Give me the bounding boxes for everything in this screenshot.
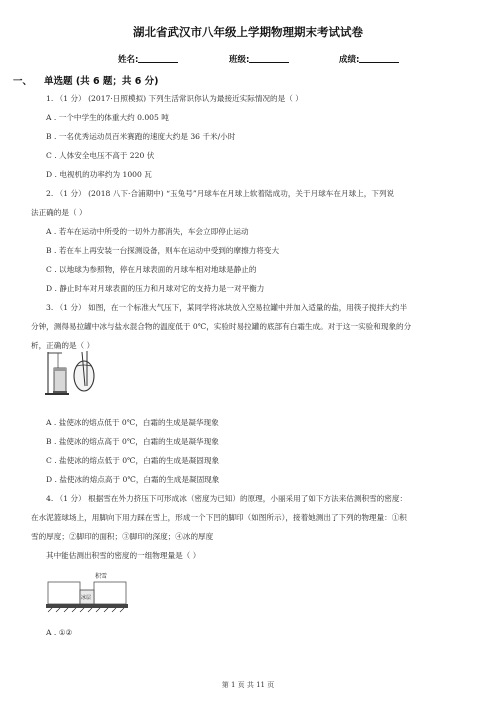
section-heading [13,73,158,87]
question-1-option-c: C . 人体安全电压不高于 220 伏 [46,151,155,160]
question-1-stem: 1. （1 分） (2017·日照模拟) 下列生活常识你认为最接近实际情况的是（ ） [46,94,303,103]
question-4-option-a: A . ①② [46,628,73,637]
question-3-option-b: B . 盐使冰的熔点高于 0℃，白霜的生成是凝华现象 [46,437,219,446]
ice-label: 冰层 [81,595,92,601]
question-3-option-a: A . 盐使冰的熔点低于 0℃，白霜的生成是凝华现象 [46,418,219,427]
question-3-option-c: C . 盐使冰的熔点低于 0℃，白霜的生成是凝固现象 [46,456,220,465]
question-2-stem-cont: 法正确的是（ ） [31,208,87,217]
question-1-option-b: B . 一名优秀运动员百米赛跑的速度大约是 36 千米/小时 [46,132,236,141]
page-footer: 第 1 页 共 11 页 [221,681,275,689]
class-blank [249,53,289,63]
question-4-stem: 4. （1 分） 根据雪在外力挤压下可形成冰（密度为已知）的原理，小丽采用了如下方法来估测积雪的密度： [46,494,408,503]
question-2-option-c: C . 以地球为参照物，停在月球表面的月球车相对地球是静止的 [46,265,257,274]
question-2-option-a: A . 若车在运动中所受的一切外力都消失，车会立即停止运动 [46,227,249,236]
section-label: 单选题 (共 6 题；共 6 分) [44,76,159,87]
score-field [339,53,399,65]
question-2-stem: 2. （1 分） (2018 八下·合浦期中) “玉兔号”月球车在月球上软着陆成功，关于月球车在月球上，下列说 [46,189,395,198]
question-1-option-d: D . 电视机的功率约为 1000 瓦 [46,170,152,179]
question-1-option-a: A . 一个中学生的体重大约 0.005 吨 [46,113,169,122]
question-4-stem-cont-3: 其中能估测出积雪的密度的一组物理量是（ ） [46,551,201,560]
question-3-stem-cont-1: 分钟，测得易拉罐中冰与盐水混合物的温度低于 0℃，实验时易拉罐的底部有白霜生成。对于这一实验和现象的分 [31,322,412,331]
snow-footprint-figure [46,568,128,614]
question-3-stem: 3. （1 分） 如图，在一个标准大气压下，某同学将冰块放入空易拉罐中并加入适量的盐，用筷子搅拌大约半 [46,303,408,312]
score-blank [359,53,399,63]
class-label: 班级: [229,55,250,65]
question-2-option-b: B . 若在车上再安装一台探测设备，则车在运动中受到的摩擦力将变大 [46,246,280,255]
name-field [118,53,178,65]
name-label: 姓名: [118,55,139,65]
score-label: 成绩: [339,55,360,65]
snow-label: 积雪 [95,573,108,580]
page-title: 湖北省武汉市八年级上学期物理期末考试试卷 [133,25,363,39]
question-4-stem-cont-2: 雪的厚度；②脚印的面积；③脚印的深度；④冰的厚度 [31,532,214,541]
class-field [229,53,289,65]
question-2-option-d: D . 静止时车对月球表面的压力和月球对它的支持力是一对平衡力 [46,284,265,293]
question-4-stem-cont-1: 在水泥篮球场上，用脚向下用力踩在雪上，形成一个下凹的脚印（如图所示），接着她测出了下列的物理量：①积 [31,513,407,522]
section-number: 一、 [13,76,33,87]
name-blank [138,53,178,63]
question-3-option-d: D . 盐使冰的熔点高于 0℃，白霜的生成是凝固现象 [46,475,220,484]
question-3-stem-cont-2: 析，正确的是（ ） [31,341,95,350]
can-experiment-figure [44,346,98,398]
